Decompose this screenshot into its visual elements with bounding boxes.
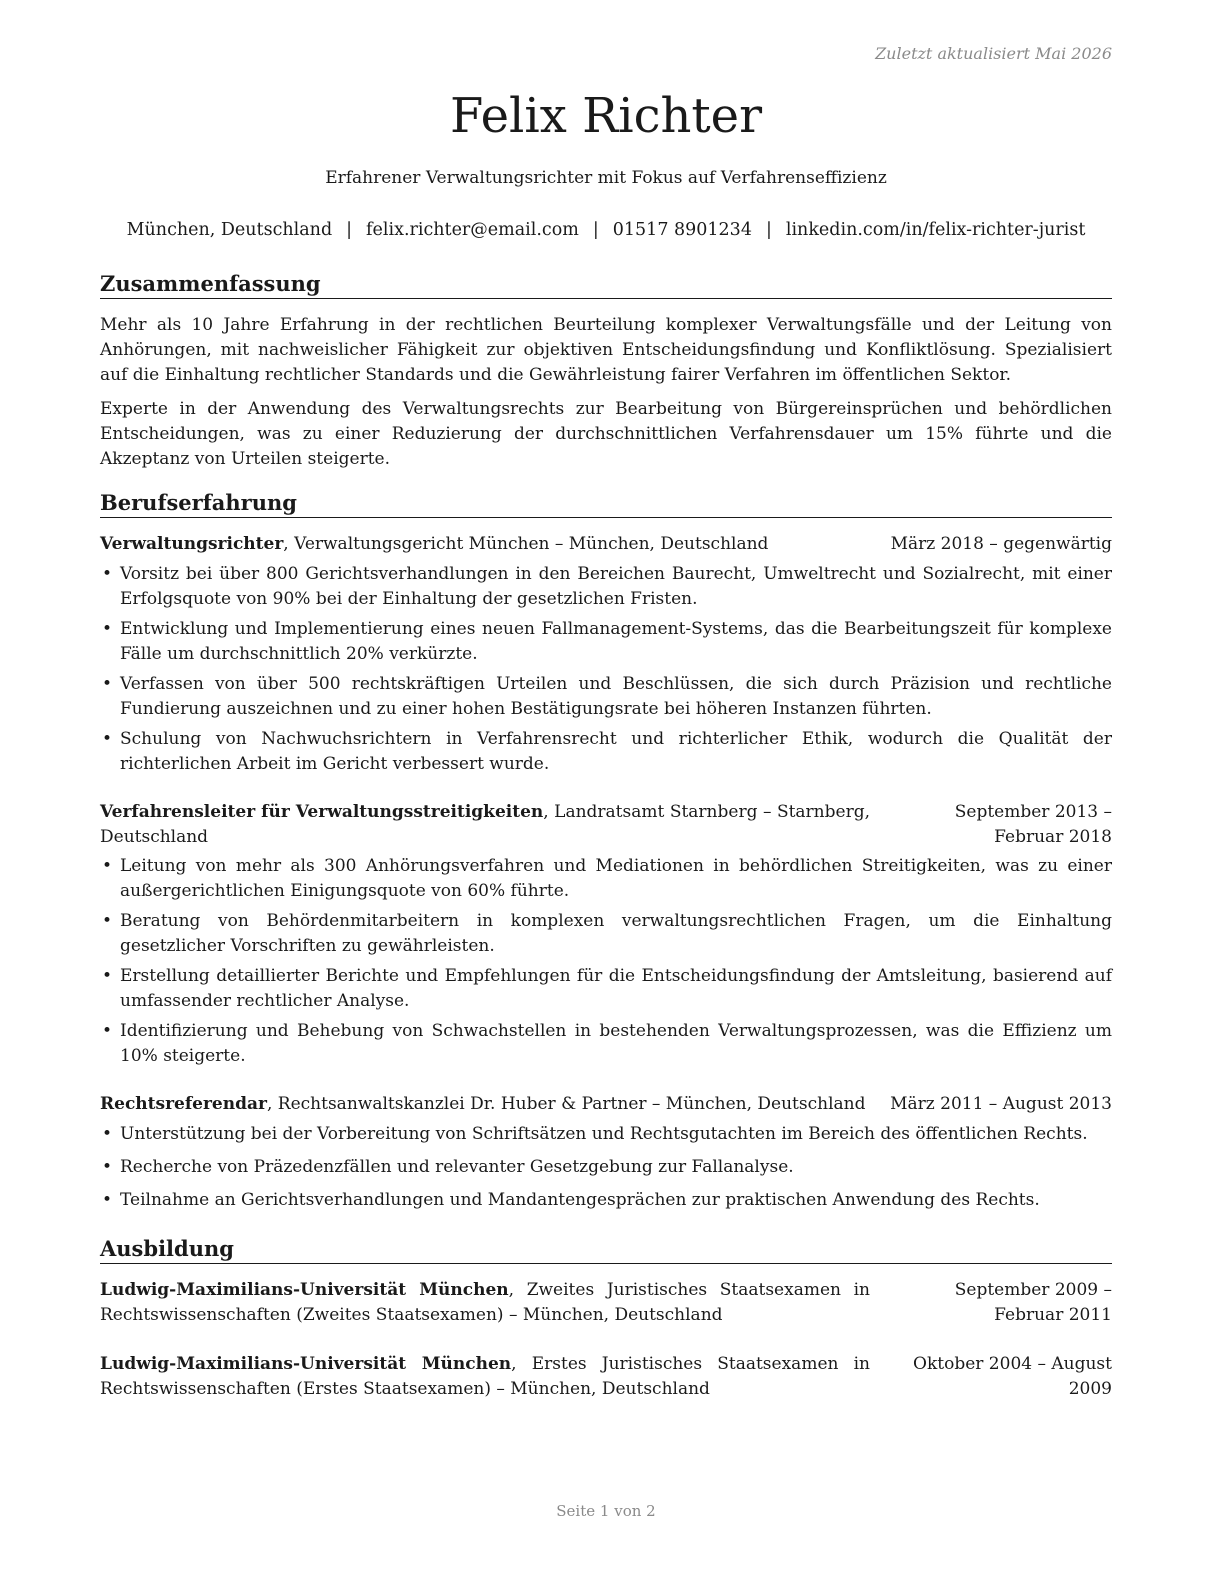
- job-entry: [100, 800, 1112, 1069]
- candidate-name: Felix Richter: [449, 88, 763, 144]
- education-section: [100, 1235, 1112, 1402]
- summary-paragraph: Mehr als 10 Jahre Erfahrung in der rechtlichen Beurteilung komplexer Verwaltungsfälle und der Leitung von Anhörungen, mit nachweislicher Fähigkeit zur objektiven Entscheidungsfindung und Konfliktlösung. Spezialisiert auf die Einhaltung rechtlicher Standards und die Gewährleistung fairer Verfahren im öffentlichen Sektor.: [100, 315, 1112, 385]
- job-title: Verfahrensleiter für Verwaltungsstreitigkeiten: [100, 802, 544, 822]
- job-bullets: [100, 854, 1112, 1069]
- list-item: • Leitung von mehr als 300 Anhörungsverfahren und Mediationen in behördlichen Streitigkeiten, was zu einer außergerichtlichen Einigungsquote von 60% führte.: [102, 856, 1112, 901]
- job-organization: , Rechtsanwaltskanzlei Dr. Huber & Partner – München, Deutschland: [266, 1094, 866, 1114]
- degree: , Erstes Juristisches Staatsexamen in Rechtswissenschaften (Erstes Staatsexamen) – München, Deutschland: [100, 1354, 870, 1399]
- list-item: • Vorsitz bei über 800 Gerichtsverhandlungen in den Bereichen Baurecht, Umweltrecht und Sozialrecht, mit einer Erfolgsquote von 90% bei der Einhaltung der gesetzlichen Fristen.: [102, 564, 1112, 609]
- list-item: • Erstellung detaillierter Berichte und Empfehlungen für die Entscheidungsfindung der Amtsleitung, basierend auf umfassender rechtlicher Analyse.: [102, 966, 1112, 1011]
- section-heading: Zusammenfassung: [100, 270, 1112, 299]
- contact-location: München, Deutschland: [126, 220, 333, 240]
- bullet-icon: •: [102, 856, 113, 876]
- school-name: Ludwig-Maximilians-Universität München: [100, 1354, 512, 1374]
- tagline: Erfahrener Verwaltungsrichter mit Fokus auf Verfahrenseffizienz: [325, 168, 887, 188]
- contact-separator: |: [346, 220, 353, 240]
- bullet-icon: •: [102, 564, 113, 584]
- bullet-icon: •: [102, 729, 113, 749]
- job-header: [100, 800, 1112, 850]
- job-organization: , Verwaltungsgericht München – München, Deutschland: [283, 534, 769, 554]
- education-dates: Oktober 2004 – August 2009: [913, 1354, 1112, 1399]
- bullet-icon: •: [102, 674, 113, 694]
- list-item: • Unterstützung bei der Vorbereitung von Schriftsätzen und Rechtsgutachten im Bereich des öffentlichen Rechts.: [100, 1122, 1112, 1147]
- bullet-icon: •: [102, 911, 113, 931]
- job-title: Rechtsreferendar: [100, 1094, 267, 1114]
- experience-section: [100, 489, 1112, 1213]
- job-dates: März 2011 – August 2013: [890, 1094, 1112, 1114]
- bullet-icon: •: [102, 1157, 113, 1177]
- job-header: [100, 532, 1112, 557]
- degree: , Zweites Juristisches Staatsexamen in Rechtswissenschaften (Zweites Staatsexamen) – München, Deutschland: [100, 1280, 870, 1325]
- summary-section: [100, 270, 1112, 472]
- contact-phone: 01517 8901234: [612, 220, 752, 240]
- page-number: Seite 1 von 2: [556, 1502, 656, 1520]
- list-item: • Recherche von Präzedenzfällen und relevanter Gesetzgebung zur Fallanalyse.: [100, 1155, 1112, 1180]
- education-dates: September 2009 – Februar 2011: [954, 1280, 1112, 1325]
- education-entry: [100, 1352, 1112, 1402]
- job-dates: März 2018 – gegenwärtig: [890, 534, 1112, 554]
- education-entry: [100, 1278, 1112, 1328]
- bullet-icon: •: [102, 1190, 113, 1210]
- bullet-icon: •: [102, 619, 113, 639]
- contact-separator: |: [592, 220, 599, 240]
- job-title: Verwaltungsrichter: [100, 534, 284, 554]
- section-heading: Berufserfahrung: [100, 489, 1112, 518]
- summary-paragraph: Experte in der Anwendung des Verwaltungsrechts zur Bearbeitung von Bürgereinsprüchen und behördlichen Entscheidungen, was zu einer Reduzierung der durchschnittlichen Verfahrensdauer um 15% führte und die Akzeptanz von Urteilen steigerte.: [100, 399, 1112, 469]
- resume-page: [100, 0, 1112, 1584]
- job-dates: September 2013 – Februar 2018: [954, 802, 1112, 847]
- contact-line: [100, 220, 1112, 240]
- last-updated: Zuletzt aktualisiert Mai 2026: [875, 44, 1112, 63]
- job-organization: , Landratsamt Starnberg – Starnberg, Deutschland: [100, 802, 870, 847]
- list-item: • Entwicklung und Implementierung eines neuen Fallmanagement-Systems, das die Bearbeitungszeit für komplexe Fälle um durchschnittlich 20% verkürzte.: [102, 619, 1112, 664]
- list-item: • Identifizierung und Behebung von Schwachstellen in bestehenden Verwaltungsprozessen, was die Effizienz um 10% steigerte.: [102, 1021, 1112, 1066]
- bullet-icon: •: [102, 966, 113, 986]
- contact-email[interactable]: felix.richter@email.com: [366, 220, 579, 240]
- list-item: • Verfassen von über 500 rechtskräftigen Urteilen und Beschlüssen, die sich durch Präzision und rechtliche Fundierung auszeichnen und zu einer hohen Bestätigungsrate bei höheren Instanzen führten.: [102, 674, 1112, 719]
- job-entry: [100, 532, 1112, 777]
- list-item: • Teilnahme an Gerichtsverhandlungen und Mandantengesprächen zur praktischen Anwendung des Rechts.: [100, 1188, 1112, 1213]
- job-bullets: [100, 562, 1112, 777]
- section-heading: Ausbildung: [100, 1235, 1112, 1264]
- job-bullets: [100, 1122, 1112, 1213]
- list-item: • Beratung von Behördenmitarbeitern in komplexen verwaltungsrechtlichen Fragen, um die Einhaltung gesetzlicher Vorschriften zu gewährleisten.: [102, 911, 1112, 956]
- contact-linkedin[interactable]: linkedin.com/in/felix-richter-jurist: [785, 220, 1086, 240]
- bullet-icon: •: [102, 1021, 113, 1041]
- school-name: Ludwig-Maximilians-Universität München: [100, 1280, 509, 1300]
- list-item: • Schulung von Nachwuchsrichtern in Verfahrensrecht und richterlicher Ethik, wodurch die Qualität der richterlichen Arbeit im Gericht verbessert wurde.: [102, 729, 1112, 774]
- contact-separator: |: [765, 220, 772, 240]
- job-header: [100, 1092, 1112, 1117]
- job-entry: [100, 1092, 1112, 1213]
- bullet-icon: •: [102, 1124, 113, 1144]
